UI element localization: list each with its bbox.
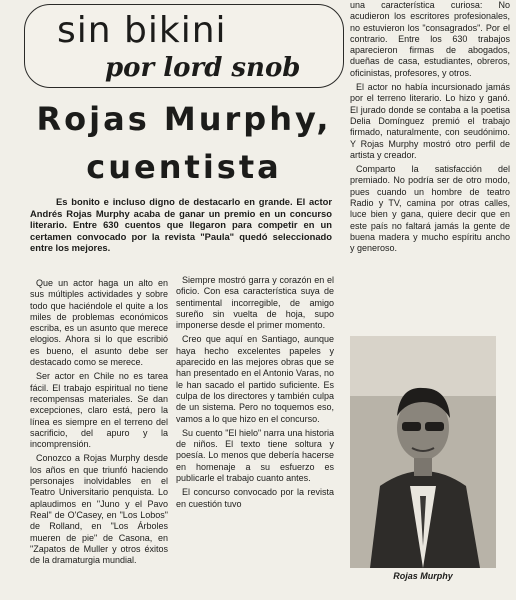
article-headline xyxy=(24,95,344,191)
paragraph: Ser actor en Chile no es tarea fácil. El trabajo espiritual no tiene recompensas materiales. Se dan excepciones, claro está, pero la línea es siempre en el terreno del sacrificio, del apuro y la incomprensión. xyxy=(30,371,168,450)
portrait-illustration xyxy=(350,336,496,568)
paragraph: El concurso convocado por la revista en cuestión tuvo xyxy=(176,487,334,509)
middle-column-text xyxy=(176,275,334,513)
left-column-text xyxy=(30,278,168,569)
paragraph: Comparto la satisfacción del premiado. No podría ser de otro modo, pues cuando un hombre de teatro Radio y TV, camina por otras calles, luce bien y gana, quiere decir que en este país no faltará jamás la gente de buena madera y mucho espíritu ancho y generoso. xyxy=(350,164,510,254)
paragraph: Creo que aquí en Santiago, aunque haya hecho excelentes papeles y aparecido en las mejores obras que se han presentado en el Antonio Varas, no le han sacado el partido suficiente. Es culpa de los directores y también culpa de un sistema. Pero no toquemos eso, vamos a lo que hizo en el concurso. xyxy=(176,334,334,424)
photo-caption: Rojas Murphy xyxy=(393,571,453,581)
column-title: sin bikini xyxy=(57,10,227,51)
paragraph: Siempre mostró garra y corazón en el oficio. Con esa característica suya de sentimental incorregible, de amigo sureño sin vuelta de hoja, supo imponerse desde el primer momento. xyxy=(176,275,334,331)
article-lead: Es bonito e incluso digno de destacarlo en grande. El actor Andrés Rojas Murphy acaba de ganar un premio en un concurso literario. Entre 630 cuentos que llegaron para competir en un certamen convocado por la revista "Paula" quedó seleccionado entre los mejores. xyxy=(30,196,332,254)
paragraph: una característica curiosa: No acudieron los escritores profesionales, no estuvieron los "consagrados". Por el contrario. Entre los 630 trabajos aparecieron firmas de abogados, dueñas de casa, estudiantes, obreros, oficinistas, profesores, y otros. xyxy=(350,0,510,78)
right-column-text xyxy=(350,0,510,258)
headline-line-1: Rojas Murphy, xyxy=(36,100,332,138)
column-header-box xyxy=(24,4,344,88)
paragraph: Su cuento "El hielo" narra una historia de niños. El texto tiene soltura y poesía. Lo menos que debería hacerse en homenaje a su esfuerzo es publicarle el trabajo cuanto antes. xyxy=(176,427,334,484)
paragraph: Conozco a Rojas Murphy desde los años en que triunfó haciendo personajes inolvidables en el Teatro Universitario penquista. Lo aplaudimos en "Juno y el Pavo Real" de O'Casey, en "Los Lobos" de Rolland, en "Los Árboles mueren de pie" de Casona, en "Zapatos de Muller y otros éxitos de la dramaturgia mundial. xyxy=(30,453,168,566)
headline-line-2: cuentista xyxy=(86,148,282,186)
paragraph: El actor no había incursionado jamás por el terreno literario. Lo hizo y ganó. El jurado donde se contaba a la poetisa Delia Domínguez premió el trabajo firmado, naturalmente, con seudónimo. Y Rojas Murphy mostró otro perfil de artista y creador. xyxy=(350,82,510,160)
column-byline: por lord snob xyxy=(105,53,301,83)
paragraph: Que un actor haga un alto en sus múltiples actividades y sobre todo que haciéndole el quite a los miles de problemas económicos escriba, es un asunto que merece elogios. Ahora si lo que escribió es bueno, el asunto debe ser destacado como se merece. xyxy=(30,278,168,368)
portrait-photo xyxy=(350,336,496,568)
